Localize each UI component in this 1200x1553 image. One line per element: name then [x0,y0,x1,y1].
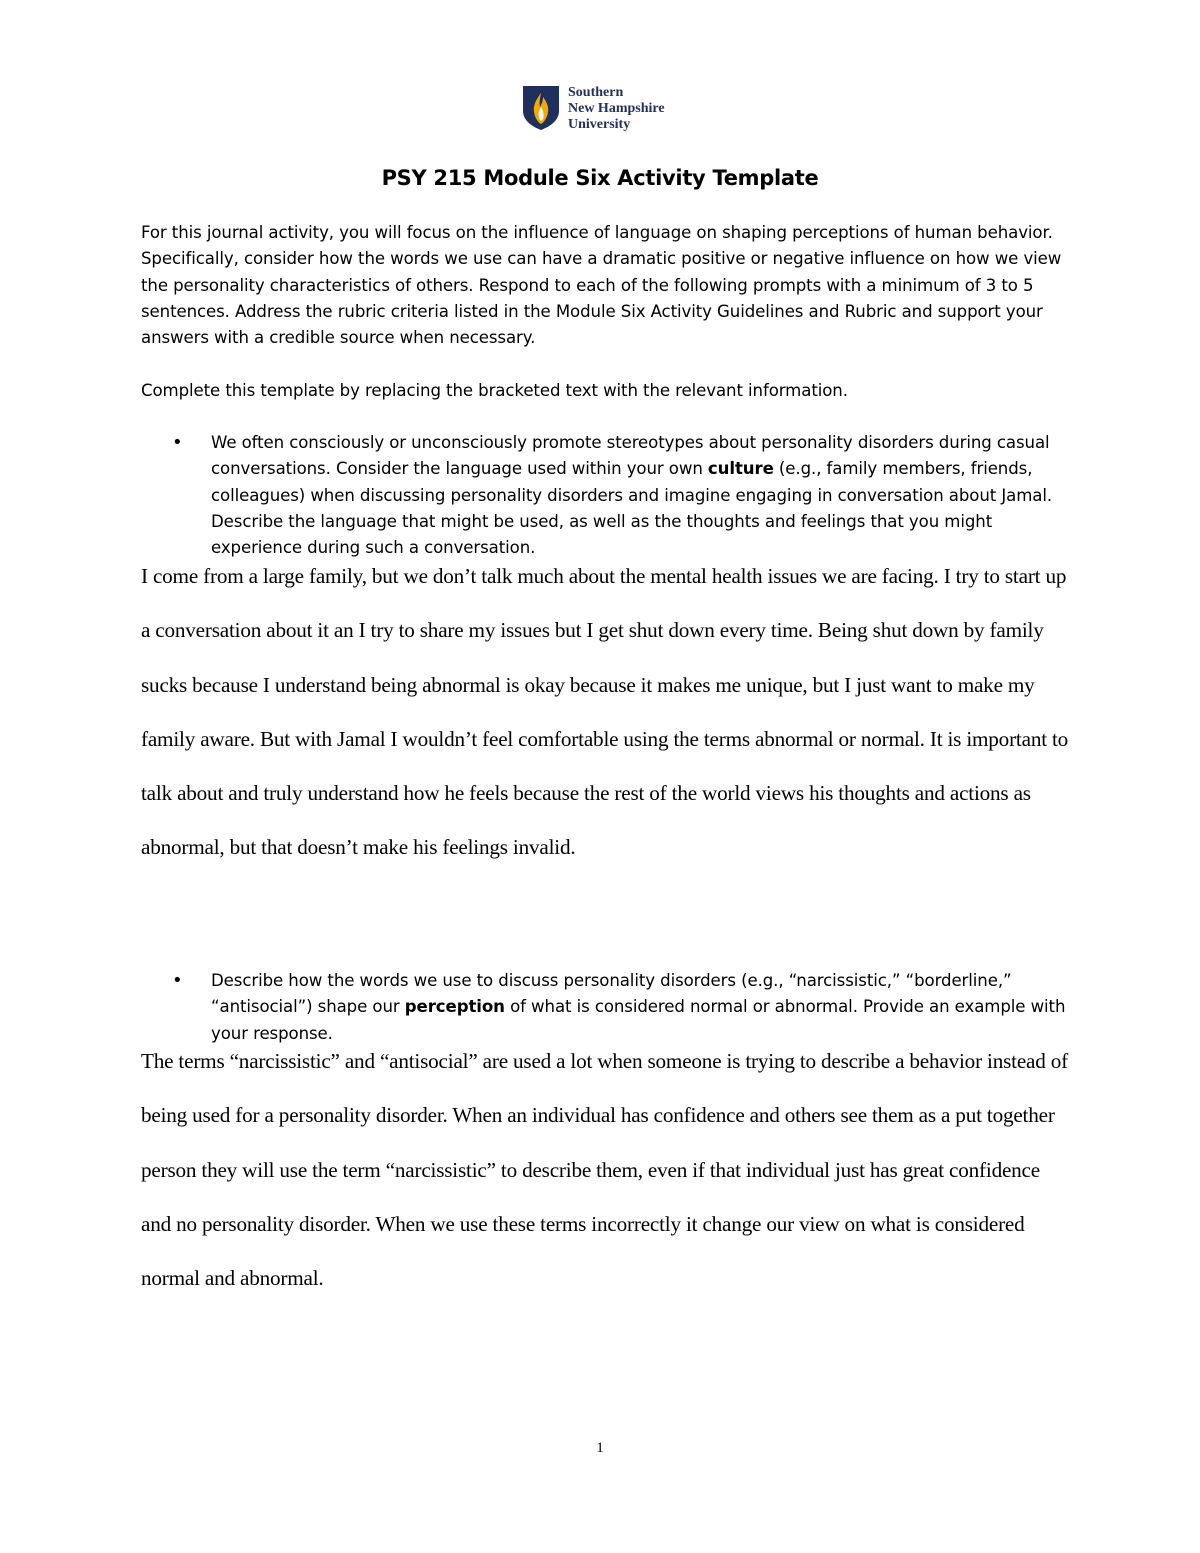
logo-wordmark [568,85,665,133]
logo-line-southern: Southern [568,85,624,100]
prompt-text-before: We often consciously or unconsciously promote stereotypes about personality disorders during casual conversations. Consider the language used within your own [211,433,1050,479]
prompt-text [211,430,1071,561]
response-paragraph: The terms “narcissistic” and “antisocial” are used a lot when someone is trying to describe a behavior instead of being used for a personality disorder. When an individual has confidence and others see them as a put together person they will use the term “narcissistic” to describe them, even if that individual just has great confidence and no personality disorder. When we use these terms incorrectly it change our view on what is considered normal and abnormal. [141,1049,1068,1291]
prompt-keyword: perception [404,997,505,1017]
logo-line-new-hampshire: New Hampshire [568,101,665,116]
bullet-icon: • [172,970,183,991]
prompt-text-after: (e.g., family members, friends, colleagues) when discussing personality disorders and imagine engaging in conversation about Jamal. Describe the language that might be used, as well as the thoughts and feelings that you might experience during such a conversation. [211,459,1053,558]
page-number: 1 [596,1440,604,1456]
intro-paragraph: For this journal activity, you will focus on the influence of language on shaping perceptions of human behavior. Specifically, consider how the words we use can have a dramatic positive or negative influence on how we view the personality characteristics of others. Respond to each of the following prompts with a minimum of 3 to 5 sentences. Address the rubric criteria listed in the Module Six Activity Guidelines and Rubric and support your answers with a credible source when necessary. [141,223,1062,348]
logo-line-university: University [568,117,631,132]
instructions-paragraph: Complete this template by replacing the bracketed text with the relevant information. [141,381,848,400]
prompt-text-before: Describe how the words we use to discuss personality disorders (e.g., “narcissistic,” “borderline,” “antisocial”) shape our [211,971,1012,1017]
shield-flame-icon [522,85,560,131]
response-paragraph: I come from a large family, but we don’t talk much about the mental health issues we are facing. I try to start up a conversation about it an I try to share my issues but I get shut down every time. Being shut down by family sucks because I understand being abnormal is okay because it makes me unique, but I just want to make my family aware. But with Jamal I wouldn’t feel comfortable using the terms abnormal or normal. It is important to talk about and truly understand how he feels because the rest of the world views his thoughts and actions as abnormal, but that doesn’t make his feelings invalid. [141,564,1069,860]
university-logo [522,85,665,133]
bullet-icon: • [172,432,183,453]
prompt-keyword: culture [707,459,774,479]
page-title: PSY 215 Module Six Activity Template [381,166,819,190]
prompt-text-after: of what is considered normal or abnormal. Provide an example with your response. [211,997,1066,1043]
